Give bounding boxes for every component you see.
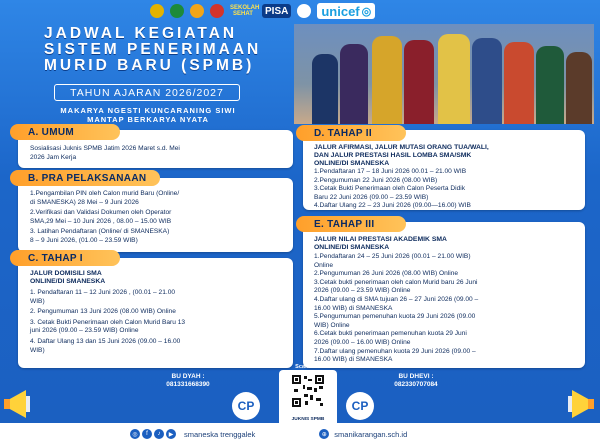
cp-logo-right: CP (346, 392, 374, 420)
tahap3-item: 6.Cetak bukti penerimaan pemenuhan kuota 29 Juni (314, 330, 467, 338)
tahap1-item: 2. Pengumuman 13 Juni 2026 (08.00 WIB) Online (30, 308, 176, 316)
umum-heading: A. UMUM (10, 124, 120, 140)
footer-bar (0, 423, 600, 445)
pra-list (30, 190, 292, 246)
kemdikbud-logo (190, 4, 204, 18)
tahap1-item: 1. Pendaftaran 11 – 12 Juni 2026 , (00.01 – 21.00 (30, 289, 176, 296)
tahap2-heading: D. TAHAP II (296, 125, 406, 141)
tahap1-item: juni 2026 (09.00 – 23.59 WIB) Online (30, 327, 139, 335)
pra-item: 1.Pengambilan PIN oleh Calon murid Baru (Online/ (30, 190, 180, 197)
megaphone-icon-right (556, 384, 596, 424)
academic-year-badge: TAHUN AJARAN 2026/2027 (54, 84, 240, 101)
jatim-logo (150, 4, 164, 18)
umum-text-2: 2026 Jam Kerja (30, 153, 77, 161)
title-line-1: JADWAL KEGIATAN (44, 25, 238, 42)
contact-right (378, 373, 454, 389)
unicef-label: unicef (321, 3, 360, 19)
umum-text (30, 145, 290, 162)
tahap3-sub-2: ONLINE/DI SMANESKA (314, 244, 390, 251)
website-url[interactable]: smanikarangan.sch.id (334, 429, 408, 439)
mitra-logo (297, 4, 311, 18)
globe-icon: ⊕ (319, 429, 329, 439)
social-handle[interactable]: smaneska trenggalek (184, 429, 256, 439)
tahap1-item: WIB) (30, 346, 45, 354)
tahap2-sub-2: DAN JALUR PRESTASI HASIL LOMBA SMA/SMK (314, 152, 472, 159)
tahap2-item: 1.Pendaftaran 17 – 18 Juni 2026 00.01 – 21.00 WIB (314, 168, 467, 175)
page-title (44, 26, 294, 74)
tahap3-heading: E. TAHAP III (296, 216, 406, 232)
tahap3-item: 2026 (09.00 – 23.59 WIB) Online (314, 287, 411, 295)
students-photo (294, 24, 594, 124)
pra-item: 2.Verifikasi dan Validasi Dokumen oleh Operator (30, 209, 172, 217)
contact-left-name: BU DYAH : (171, 373, 205, 380)
tahap2-item: 4.Daftar Ulang 22 – 23 Juni 2026 (09.00—16.00) WIB (314, 202, 471, 210)
pra-item: di SMANESKA) 28 Mei – 9 Juni 2026 (30, 198, 139, 206)
sekolah-sehat-logo: SEKOLAH SEHAT (230, 5, 260, 17)
school-motto (48, 106, 248, 124)
unicef-logo (317, 3, 375, 19)
tahap1-item: 4. Daftar Ulang 13 dan 15 Juni 2026 (09.00 – 16.00 (30, 337, 181, 345)
tahap1-sub-1: JALUR DOMISILI SMA (30, 270, 102, 277)
tahap3-item: 1.Pendaftaran 24 – 25 Juni 2026 (00.01 – 21.00 WIB) (314, 253, 471, 260)
scan-me-label: Scan Me : (295, 364, 321, 370)
megaphone-icon-left (2, 384, 42, 424)
motto-line-1: MAKARYA NGESTI KUNCARANING SIWI (60, 106, 236, 115)
tahap2-item: 3.Cetak Bukti Penerimaan oleh Calon Peserta Didik (314, 185, 466, 193)
tahap3-list (314, 236, 586, 365)
tahap1-item: 3. Cetak Bukti Penerimaan oleh Calon Murid Baru 13 (30, 318, 186, 326)
tahap2-item: 2.Pengumuman 22 Juni 2026 (08.00 WIB) (314, 176, 438, 184)
facebook-icon[interactable]: f (142, 429, 152, 439)
tahap2-item: Baru 22 Juni 2026 (09.00 – 23.59 WIB) (314, 193, 429, 201)
motto-line-2: MANTAP BERKARYA NYATA (87, 115, 209, 124)
umum-text-1: Sosialisasi Juknis SPMB Jatim 2026 Maret s.d. Mei (30, 145, 180, 152)
logo-strip (150, 2, 448, 20)
website-link[interactable] (319, 429, 407, 439)
tahap3-item: 7.Daftar ulang pemenuhan kuota 29 Juni 2026 (09.00 – (314, 347, 476, 355)
tahap3-sub-1: JALUR NILAI PRESTASI AKADEMIK SMA (314, 236, 447, 243)
tahap3-item: 3.Cetak bukti penerimaan oleh calon Murid baru 26 Juni (314, 278, 478, 286)
contact-right-phone[interactable]: 082330707084 (394, 381, 438, 388)
pra-heading: B. PRA PELAKSANAAN (10, 170, 160, 186)
cp-logo-left: CP (232, 392, 260, 420)
globe-icon: ◎ (361, 5, 372, 18)
contact-left (150, 373, 226, 389)
contact-left-phone[interactable]: 081331668390 (166, 381, 210, 388)
qr-caption-1: JUKNIS SPMB (291, 417, 325, 422)
title-line-2: SISTEM PENERIMAAN (44, 41, 262, 58)
tahap3-item: WIB) Online (314, 321, 350, 329)
pra-item: 8 – 9 Juni 2026, (01.00 – 23.59 WIB) (30, 236, 138, 244)
tahap2-sub-1: JALUR AFIRMASI, JALUR MUTASI ORANG TUA/WALI, (314, 144, 489, 151)
qr-code-image (279, 370, 337, 416)
tahap3-item: Online (314, 261, 334, 269)
tahap3-item: 5.Pengumuman pemenuhan kuota 29 Juni 2026 (09.00 (314, 313, 476, 321)
social-icons (130, 429, 255, 439)
title-line-3: MURID BARU (SPMB) (44, 57, 255, 74)
tahap3-item: 2.Pengumuman 26 Juni 2026 (08.00 WIB) Online (314, 270, 459, 278)
tahap1-list (30, 270, 292, 355)
tahap3-item: 4.Daftar ulang di SMA tujuan 26 – 27 Juni 2026 (09.00 – (314, 295, 479, 303)
tahap3-item: 2026 (09.00 – 16.00 WIB) Online (314, 338, 411, 346)
tiktok-icon[interactable]: ♪ (154, 429, 164, 439)
contact-right-name: BU DHEVI : (398, 373, 434, 380)
tahap1-heading: C. TAHAP I (10, 250, 120, 266)
qr-code[interactable] (279, 370, 337, 428)
tahap3-item: 16.00 WIB) di SMANESKA (314, 304, 393, 312)
tahap1-sub-2: ONLINE/DI SMANESKA (30, 278, 106, 285)
school-crest-logo (170, 4, 184, 18)
tahap2-list (314, 144, 586, 211)
pra-item: 3. Latihan Pendaftaran (Online/ di SMANESKA) (30, 228, 170, 236)
pisa-logo: PISA (262, 4, 291, 18)
tahap1-item: WIB) (30, 297, 45, 305)
tahap3-item: 16.00 WIB) di SMANESKA (314, 356, 393, 364)
instagram-icon[interactable]: ◎ (130, 429, 140, 439)
youtube-icon[interactable]: ▶ (166, 429, 176, 439)
pra-item: SMA,29 Mei – 10 Juni 2026 , 08.00 – 15.00 WIB (30, 217, 172, 225)
tahap2-sub-3: ONLINE/DI SMANESKA (314, 160, 390, 167)
tutwuri-logo (210, 4, 224, 18)
